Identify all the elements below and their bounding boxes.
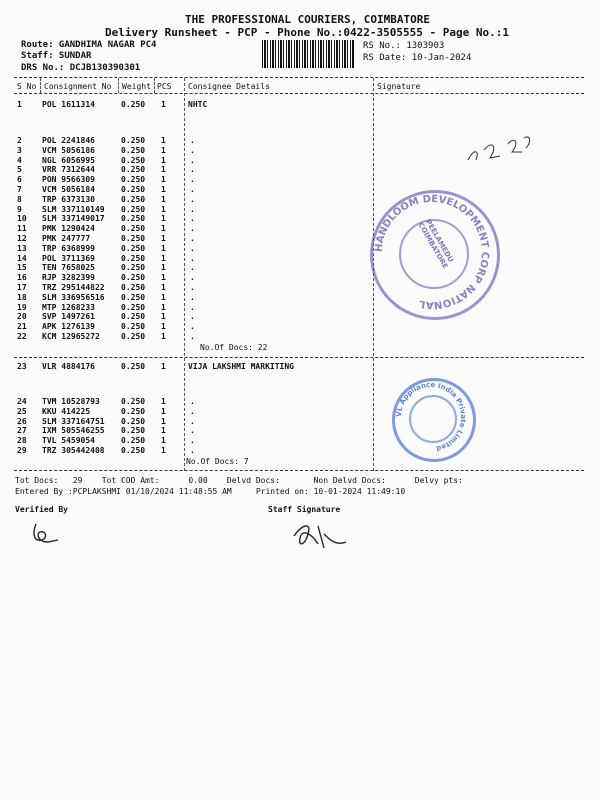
stamp-ring-text: VL Appliance India Private Limited xyxy=(394,380,468,453)
row-pcs: 1 xyxy=(161,436,166,446)
row-sno: 18 xyxy=(17,292,27,302)
row-consignee-detail: . xyxy=(190,204,195,214)
col-signature: Signature xyxy=(377,82,421,91)
column-line xyxy=(184,78,185,471)
consignee-name: NHTC xyxy=(188,100,208,109)
row-pcs: 1 xyxy=(161,224,166,234)
row-consignment-no: NGL 6056995 xyxy=(42,155,95,165)
row-weight: 0.250 xyxy=(121,175,146,185)
docs-count: No.Of Docs: 22 xyxy=(200,343,268,352)
verified-by-label: Verified By xyxy=(15,505,68,514)
row-sno: 19 xyxy=(17,302,27,312)
row-pcs: 1 xyxy=(161,136,166,145)
row-consignee-detail: . xyxy=(190,224,195,234)
row-consignee-detail: . xyxy=(190,136,195,145)
row-weight: 0.250 xyxy=(121,416,146,426)
row-pcs: 1 xyxy=(161,397,166,406)
row-pcs: 1 xyxy=(161,194,166,204)
row-weight: 0.250 xyxy=(121,397,146,406)
row-sno: 22 xyxy=(17,332,27,341)
route-label: Route: GANDHIMA NAGAR PC4 xyxy=(21,40,157,50)
row-sno: 14 xyxy=(17,253,27,263)
row-consignment-no: POL 2241846 xyxy=(42,136,95,145)
row-consignment-no: TRZ 305442408 xyxy=(42,446,105,455)
row-pcs: 1 xyxy=(161,292,166,302)
row-sno: 1 xyxy=(17,100,22,109)
row-weight: 0.250 xyxy=(121,204,146,214)
row-sno: 5 xyxy=(17,165,22,175)
row-sno: 20 xyxy=(17,312,27,322)
column-line xyxy=(154,78,155,93)
row-weight: 0.250 xyxy=(121,234,146,243)
row-weight: 0.250 xyxy=(121,426,146,436)
row-pcs: 1 xyxy=(161,155,166,165)
row-consignment-no: POL 1611314 xyxy=(42,100,95,109)
divider xyxy=(14,470,584,471)
row-consignee-detail: . xyxy=(190,436,195,446)
row-pcs: 1 xyxy=(161,302,166,312)
row-consignee-detail: . xyxy=(190,253,195,263)
handwritten-mark xyxy=(464,130,534,170)
rs-number: RS No.: 1303903 xyxy=(363,41,445,51)
row-weight: 0.250 xyxy=(121,185,146,194)
row-sno: 26 xyxy=(17,416,27,426)
row-weight: 0.250 xyxy=(121,292,146,302)
row-pcs: 1 xyxy=(161,253,166,263)
row-sno: 3 xyxy=(17,145,22,155)
row-pcs: 1 xyxy=(161,145,166,155)
row-consignment-no: SLM 336956516 xyxy=(42,292,105,302)
consignee-name: VIJA LAKSHMI MARKITING xyxy=(188,362,294,371)
row-pcs: 1 xyxy=(161,273,166,283)
row-sno: 28 xyxy=(17,436,27,446)
svg-text:VL Appliance India Private Lim xyxy=(395,381,467,453)
staff-signature-label: Staff Signature xyxy=(268,505,341,514)
row-consignee-detail: . xyxy=(190,312,195,322)
row-consignee-detail: . xyxy=(190,446,195,455)
col-consignee: Consignee Details xyxy=(188,82,270,91)
row-consignee-detail: . xyxy=(190,273,195,283)
row-weight: 0.250 xyxy=(121,332,146,341)
row-sno: 23 xyxy=(17,362,27,371)
row-consignment-no: RJP 3282399 xyxy=(42,273,95,283)
row-consignee-detail: . xyxy=(190,214,195,224)
row-sno: 24 xyxy=(17,397,27,406)
row-consignee-detail: . xyxy=(190,243,195,253)
row-pcs: 1 xyxy=(161,165,166,175)
column-line xyxy=(40,78,41,93)
row-sno: 7 xyxy=(17,185,22,194)
row-weight: 0.250 xyxy=(121,446,146,455)
row-consignment-no: MTP 1268233 xyxy=(42,302,95,312)
row-pcs: 1 xyxy=(161,416,166,426)
row-pcs: 1 xyxy=(161,204,166,214)
verified-signature xyxy=(28,520,68,546)
row-pcs: 1 xyxy=(161,185,166,194)
row-consignment-no: KKU 414225 xyxy=(42,406,91,416)
row-pcs: 1 xyxy=(161,243,166,253)
row-pcs: 1 xyxy=(161,332,166,341)
row-consignee-detail: . xyxy=(190,155,195,165)
row-weight: 0.250 xyxy=(121,214,146,224)
row-weight: 0.250 xyxy=(121,362,146,371)
column-line xyxy=(118,78,119,93)
row-consignee-detail: . xyxy=(190,416,195,426)
row-consignee-detail: . xyxy=(190,234,195,243)
row-weight: 0.250 xyxy=(121,322,146,332)
staff-signature xyxy=(288,514,348,554)
row-weight: 0.250 xyxy=(121,253,146,263)
row-weight: 0.250 xyxy=(121,136,146,145)
row-pcs: 1 xyxy=(161,362,166,371)
rs-date: RS Date: 10-Jan-2024 xyxy=(363,53,472,63)
row-weight: 0.250 xyxy=(121,406,146,416)
totals-line: Tot Docs: 29 Tot COD Amt: 0.00 Delvd Docs: Non Delvd Docs: Delvy pts: xyxy=(15,476,463,485)
row-consignment-no: TRP 6373130 xyxy=(42,194,95,204)
row-weight: 0.250 xyxy=(121,302,146,312)
row-sno: 13 xyxy=(17,243,27,253)
row-sno: 6 xyxy=(17,175,22,185)
row-weight: 0.250 xyxy=(121,145,146,155)
row-sno: 17 xyxy=(17,283,27,292)
row-weight: 0.250 xyxy=(121,165,146,175)
row-consignment-no: PMK 247777 xyxy=(42,234,91,243)
stamp-ring-text: HANDLOOM DEVELOPMENT CORP NATIONAL xyxy=(373,193,491,311)
row-consignment-no: VRR 7312644 xyxy=(42,165,95,175)
row-sno: 29 xyxy=(17,446,27,455)
row-sno: 21 xyxy=(17,322,27,332)
drs-number: DRS No.: DCJB130390301 xyxy=(21,63,141,73)
row-weight: 0.250 xyxy=(121,100,146,109)
row-weight: 0.250 xyxy=(121,155,146,165)
row-pcs: 1 xyxy=(161,263,166,273)
row-consignee-detail: . xyxy=(190,332,195,341)
row-pcs: 1 xyxy=(161,322,166,332)
row-consignee-detail: . xyxy=(190,406,195,416)
row-consignment-no: VLR 4884176 xyxy=(42,362,95,371)
row-pcs: 1 xyxy=(161,446,166,455)
row-sno: 25 xyxy=(17,406,27,416)
row-consignee-detail: . xyxy=(190,145,195,155)
row-pcs: 1 xyxy=(161,283,166,292)
row-weight: 0.250 xyxy=(121,194,146,204)
row-consignee-detail: . xyxy=(190,426,195,436)
col-pcs: PCS xyxy=(157,82,172,91)
row-consignee-detail: . xyxy=(190,397,195,406)
row-pcs: 1 xyxy=(161,175,166,185)
row-sno: 27 xyxy=(17,426,27,436)
row-sno: 2 xyxy=(17,136,22,145)
row-consignee-detail: . xyxy=(190,263,195,273)
company-title: THE PROFESSIONAL COURIERS, COIMBATORE xyxy=(185,13,431,26)
stamp-icon xyxy=(370,190,500,320)
row-consignment-no: KCM 12965272 xyxy=(42,332,100,341)
row-consignment-no: VCM 5056184 xyxy=(42,185,95,194)
row-weight: 0.250 xyxy=(121,263,146,273)
row-weight: 0.250 xyxy=(121,243,146,253)
row-consignee-detail: . xyxy=(190,292,195,302)
row-sno: 10 xyxy=(17,214,27,224)
row-pcs: 1 xyxy=(161,100,166,109)
row-consignment-no: TVM 10528793 xyxy=(42,397,100,406)
row-sno: 8 xyxy=(17,194,22,204)
row-weight: 0.250 xyxy=(121,273,146,283)
row-sno: 4 xyxy=(17,155,22,165)
row-pcs: 1 xyxy=(161,426,166,436)
row-sno: 11 xyxy=(17,224,27,234)
row-weight: 0.250 xyxy=(121,436,146,446)
row-consignee-detail: . xyxy=(190,283,195,292)
row-sno: 16 xyxy=(17,273,27,283)
row-consignee-detail: . xyxy=(190,302,195,312)
row-consignee-detail: . xyxy=(190,194,195,204)
row-pcs: 1 xyxy=(161,406,166,416)
row-consignment-no: SVP 1497261 xyxy=(42,312,95,322)
divider xyxy=(14,77,584,78)
row-consignment-no: SLM 337149017 xyxy=(42,214,105,224)
row-consignee-detail: . xyxy=(190,165,195,175)
staff-label: Staff: SUNDAR xyxy=(21,51,92,61)
row-consignee-detail: . xyxy=(190,322,195,332)
col-consignment: Consignment No xyxy=(44,82,112,91)
row-consignment-no: IXM 505546255 xyxy=(42,426,105,436)
runsheet-subtitle: Delivery Runsheet - PCP - Phone No.:0422-3505555 - Page No.:1 xyxy=(105,26,509,39)
entered-by-line: Entered By :PCPLAKSHMI 01/10/2024 11:48:55 AM Printed on: 10-01-2024 11:49:10 xyxy=(15,487,406,496)
row-consignment-no: VCM 5056186 xyxy=(42,145,95,155)
stamp-icon xyxy=(392,378,476,462)
row-consignment-no: SLM 337110149 xyxy=(42,204,105,214)
row-consignment-no: POL 3711369 xyxy=(42,253,95,263)
stamp-center-text: PEELAMEDU COIMBATORE xyxy=(416,218,455,271)
row-consignment-no: APK 1276139 xyxy=(42,322,95,332)
row-consignment-no: TRZ 295144822 xyxy=(42,283,105,292)
barcode xyxy=(262,40,354,68)
row-consignee-detail: . xyxy=(190,175,195,185)
row-consignment-no: PON 9566309 xyxy=(42,175,95,185)
row-sno: 9 xyxy=(17,204,22,214)
docs-count: No.Of Docs: 7 xyxy=(186,457,249,466)
row-consignment-no: TVL 5459054 xyxy=(42,436,95,446)
row-weight: 0.250 xyxy=(121,312,146,322)
row-consignment-no: TRP 6368999 xyxy=(42,243,95,253)
divider xyxy=(14,357,584,358)
row-weight: 0.250 xyxy=(121,283,146,292)
row-consignment-no: TEN 7658025 xyxy=(42,263,95,273)
row-consignee-detail: . xyxy=(190,185,195,194)
row-consignment-no: PMK 1290424 xyxy=(42,224,95,234)
row-pcs: 1 xyxy=(161,214,166,224)
col-sno: S No xyxy=(17,82,37,91)
row-consignment-no: SLM 337164751 xyxy=(42,416,105,426)
row-sno: 12 xyxy=(17,234,27,243)
divider xyxy=(14,93,584,94)
row-weight: 0.250 xyxy=(121,224,146,234)
col-weight: Weight xyxy=(122,82,151,91)
row-pcs: 1 xyxy=(161,312,166,322)
row-pcs: 1 xyxy=(161,234,166,243)
row-sno: 15 xyxy=(17,263,27,273)
